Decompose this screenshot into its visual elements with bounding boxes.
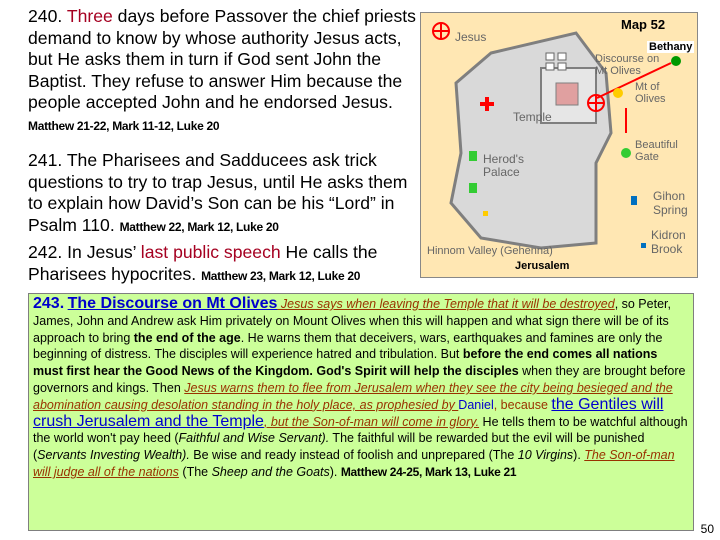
paragraph-242 [28,242,420,287]
scripture-reference: Matthew 24-25, Mark 13, Luke 21 [340,464,517,479]
highlight-son-of-man: , but the Son-of-man will come in glory. [263,414,480,429]
label-beautiful-gate [635,139,678,163]
daniel-text: Daniel [458,397,494,412]
text-span: . He warns them that deceivers, wars, earthquakes and famines are only the beginning of distress. The disciples will experience hatred and tribulation. But [33,330,663,362]
discourse-box [28,293,694,531]
highlight-judge-nations: The Son-of-man will judge all of the nations [33,448,675,479]
label-mtof-line1: Mt of [635,81,660,93]
label-kidron-line1: Kidron [651,228,686,242]
label-jesus: Jesus [455,30,487,44]
map-52 [420,12,698,278]
beautiful-gate-marker [621,148,631,158]
gihon-spring-marker [631,196,637,205]
label-discourse [595,53,659,77]
bethany-marker [671,56,681,66]
parable-faithful-servant: Faithful and Wise Servant). [178,431,330,446]
text-span: (The [178,464,212,479]
paragraph-text: days before Passover the chief priests demand to know by whose authority Jesus acts, but He asks them in turn if God sent John the Baptist. They refuse to answer Him because the people accepted John and he endorsed Jesus. [28,6,416,113]
city-wall [451,33,611,248]
text-span: Be wise and ready instead of foolish and unprepared (The [189,448,518,463]
label-mount-olives [635,81,666,105]
highlight-destroyed: Jesus says when leaving the Temple that it will be destroyed [277,297,615,311]
highlight-last-speech: last public speech [140,242,281,262]
highlight-three: Three [66,6,113,26]
highlight-end-age: the end of the age [133,330,241,345]
label-gihon-line1: Gihon [653,189,686,203]
scripture-reference: Matthew 23, Mark 12, Luke 20 [201,268,361,283]
label-beautiful-line1: Beautiful [635,139,678,151]
label-hinnom-valley: Hinnom Valley (Gehenna) [427,245,553,257]
label-discourse-line2: Mt Olives [595,65,641,77]
house-icon [558,53,566,60]
text-span: when they are brought before governors and kings. Then [33,364,686,395]
item-number: 240. [28,6,63,26]
label-mtof-line2: Olives [635,93,666,105]
discourse-text [33,296,689,481]
kidron-marker [641,243,646,248]
label-beautiful-line2: Gate [635,151,659,163]
text-span: The faithful will be rewarded but the evil will be punished ( [33,431,645,463]
label-herods-palace [483,153,524,179]
scripture-reference: Matthew 21-22, Mark 11-12, Luke 20 [28,118,220,133]
page-number: 50 [700,522,714,536]
house-icon [558,63,566,70]
label-herods-line2: Palace [483,165,520,179]
paragraph-240 [28,6,416,138]
highlight-flee: Jesus warns them to flee from Jerusalem when they see the city being besieged and the abomination causing desolation standing in the holy place, as prophesied by [33,380,673,412]
text-span: ). [329,464,341,479]
text-span: , because [493,397,552,412]
house-icon [546,63,554,70]
parable-servants-wealth: Servants Investing Wealth). [37,448,190,463]
palace-marker [469,183,477,193]
item-number: 243. [33,295,65,312]
scripture-reference: Matthew 22, Mark 12, Luke 20 [119,219,279,234]
parable-ten-virgins: 10 Virgins [517,448,574,463]
herods-palace-marker [469,151,477,161]
highlight-gentiles: the Gentiles will crush Jerusalem and the Temple [33,395,664,430]
highlight-good-news: before the end comes all nations must first hear the Good News of the Kingdom. God's Spirit will help the disciples [33,347,658,379]
text-span: ). [573,448,585,463]
label-discourse-line1: Discourse on [595,53,660,65]
map-title: Map 52 [621,17,666,32]
house-icon [546,53,554,60]
label-gihon-line2: Spring [653,203,688,217]
paragraph-text: He calls the Pharisees hypocrites. [28,242,378,284]
label-kidron-brook [651,228,686,256]
pool-marker [483,211,488,216]
olives-marker [613,88,623,98]
text-span: , so Peter, James, John and Andrew ask Him privately on Mount Olives when this will happen and what sign there will be of its approach to bring [33,297,671,345]
label-kidron-line2: Brook [651,242,683,256]
label-herods-line1: Herod's [483,152,524,166]
label-jerusalem: Jerusalem [515,260,570,272]
discourse-title: The Discourse on Mt Olives [67,295,278,312]
paragraph-text: 242. In Jesus’ [28,242,141,262]
paragraph-text: 241. The Pharisees and Sadducees ask trick questions to try to trap Jesus, until He asks them to explain how David’s Son can be his “Lord” in Psalm 110. [28,150,408,235]
paragraph-241 [28,150,420,238]
parable-sheep-goats: Sheep and the Goats [211,464,330,479]
label-gihon-spring [653,189,688,217]
label-temple: Temple [513,110,552,124]
label-bethany: Bethany [649,41,693,53]
text-span: He tells them to be watchful although the world won't pay heed ( [33,414,688,446]
temple-building [556,83,578,105]
